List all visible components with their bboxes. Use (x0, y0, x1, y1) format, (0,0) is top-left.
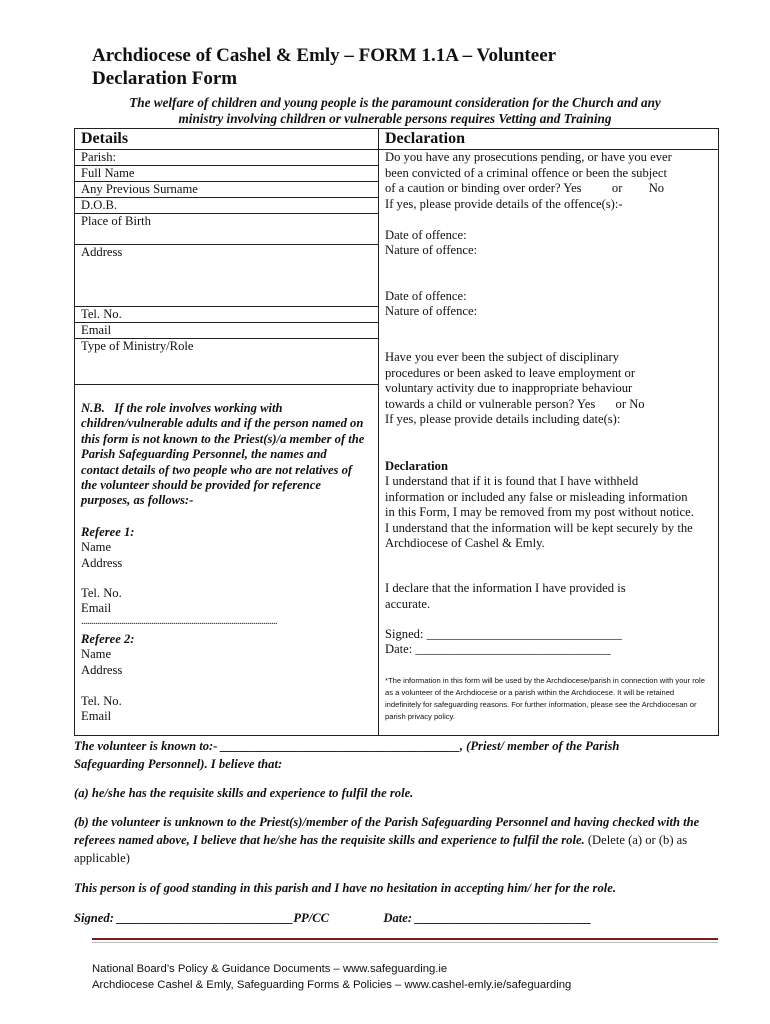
subtitle (70, 95, 720, 127)
declaration-heading: Declaration (385, 130, 465, 147)
nb-divider (75, 384, 378, 385)
date-of-offence-2-field[interactable]: Date of offence: (385, 289, 467, 303)
referee2-name-field[interactable]: Name (81, 647, 112, 661)
known-to-line-2: Safeguarding Personnel). I believe that: (74, 757, 283, 771)
q1-no-option[interactable]: No (648, 181, 665, 195)
known-to-statement (74, 737, 724, 773)
q2-yes-option[interactable]: Yes (576, 396, 596, 411)
footer (92, 961, 732, 993)
nature-of-offence-2-field[interactable]: Nature of offence: (385, 304, 478, 318)
q1-line-2: been convicted of a criminal offence or been the subject (385, 165, 667, 180)
declaration-accurate: I declare that the information I have provided is accurate. (385, 581, 626, 611)
option-b-text: (b) the volunteer is unknown to the Priest(s)/member of the Parish Safeguarding Personnel and having checked with the referees named above, I believe that he/she has the requisite skills and experience to fulfil the role. (74, 815, 700, 847)
title-line-2: Declaration Form (92, 68, 238, 89)
referee2-heading: Referee 2: (81, 632, 135, 646)
q1-line-3 (385, 181, 715, 197)
date-of-offence-1-field[interactable]: Date of offence: (385, 228, 467, 242)
footer-line-1[interactable]: National Board’s Policy & Guidance Documents – www.safeguarding.ie (92, 963, 448, 975)
nature-of-offence-1-field[interactable]: Nature of offence: (385, 243, 478, 257)
footer-line-2[interactable]: Archdiocese Cashel & Emly, Safeguarding Forms & Policies – www.cashel-emly.ie/safeguarding (92, 979, 572, 991)
q2-line-1: Have you ever been the subject of disciplinary (385, 350, 619, 364)
declaration-column (379, 129, 719, 735)
nb-text: If the role involves working with children/vulnerable adults and if the person named on this form is not known to the Priest(s)/a member of the Parish Safeguarding Personnel, the names and contact details of two people who are not relatives of the volunteer should be provided for reference purposes, as follows:- (81, 401, 365, 508)
referee2-address-field[interactable]: Address (81, 663, 123, 677)
referee1-heading: Referee 1: (81, 525, 135, 539)
details-heading: Details (81, 130, 129, 147)
q1-yes-option[interactable]: Yes (563, 181, 582, 195)
footer-rule-light (92, 942, 718, 943)
known-to-line-1[interactable]: The volunteer is known to:- ______________________________________, (Priest/ member of the Parish (74, 739, 620, 753)
referee1-tel-field[interactable]: Tel. No. (81, 586, 122, 600)
parish-field[interactable]: Parish: (75, 149, 378, 165)
declaration-subheading: Declaration (385, 459, 448, 473)
q2-line-2: procedures or been asked to leave employment or (385, 365, 636, 380)
previous-surname-field[interactable]: Any Previous Surname (75, 181, 378, 197)
page-title (92, 44, 692, 90)
bottom-signature-row (74, 909, 724, 927)
nb-note (81, 401, 366, 509)
title-line-1: Archdiocese of Cashel & Emly – FORM 1.1A – Volunteer (92, 45, 557, 66)
footer-rule-dark (92, 938, 718, 940)
q1-or: or (611, 181, 623, 195)
referee-separator: .................................................................................................. (81, 616, 277, 627)
referee1-name-field[interactable]: Name (81, 540, 112, 554)
referee2-email-field[interactable]: Email (81, 709, 112, 723)
option-a: (a) he/she has the requisite skills and experience to fulfil the role. (74, 786, 414, 800)
q1-details-prompt: If yes, please provide details of the offence(s):- (385, 196, 623, 211)
subtitle-line-1: The welfare of children and young people is the paramount consideration for the Church and any (129, 95, 661, 110)
q2-question-end: towards a child or vulnerable person? (385, 396, 575, 411)
declaration-signed-field[interactable]: Signed: _______________________________ (385, 627, 622, 641)
full-name-field[interactable]: Full Name (75, 165, 378, 181)
q2-line-3: voluntary activity due to inappropriate behaviour (385, 381, 633, 395)
declaration-text: I understand that if it is found that I have withheld information or included any false or misleading information in this Form, I may be removed from my post without notice. I understand that the information will be kept securely by the Archdiocese of Cashel & Emly. (385, 474, 694, 550)
bottom-signed-field[interactable]: Signed: ____________________________PP/CC (74, 911, 330, 925)
referee1-email-field[interactable]: Email (81, 601, 112, 615)
place-of-birth-field[interactable]: Place of Birth (75, 213, 378, 243)
nb-label: N.B. (81, 401, 105, 415)
question-2 (385, 350, 715, 428)
q2-details-prompt: If yes, please provide details including date(s): (385, 412, 621, 426)
q2-no-option[interactable]: No (629, 396, 645, 411)
q2-or: or (615, 396, 627, 411)
referee2-tel-field[interactable]: Tel. No. (81, 694, 122, 708)
dob-field[interactable]: D.O.B. (75, 197, 378, 213)
subtitle-line-2: ministry involving children or vulnerable persons requires Vetting and Training (178, 111, 612, 126)
declaration-date-field[interactable]: Date: _______________________________ (385, 642, 611, 656)
email-field[interactable]: Email (75, 322, 378, 338)
address-field[interactable]: Address (75, 244, 378, 306)
referee1-address-field[interactable]: Address (81, 556, 123, 570)
good-standing-statement: This person is of good standing in this parish and I have no hesitation in accepting him/ her for the role. (74, 881, 616, 895)
details-column (75, 129, 378, 735)
q2-line-4 (385, 397, 715, 413)
option-b-note: (Delete (a) or (b) as applicable) (74, 833, 688, 865)
privacy-note: *The information in this form will be used by the Archdiocese/parish in connection with your role as a volunteer of the Archdiocese or a parish within the Archdiocese. It will be retained indefinitely for safeguarding reasons. For further information, please see the Archdiocesan or parish privacy policy. (385, 676, 705, 721)
q1-line-1: Do you have any prosecutions pending, or have you ever (385, 150, 672, 164)
ministry-role-field[interactable]: Type of Ministry/Role (75, 338, 378, 384)
q1-question-end: of a caution or binding over order? (385, 181, 561, 195)
tel-field[interactable]: Tel. No. (75, 306, 378, 322)
question-1 (385, 150, 715, 212)
bottom-date-field[interactable]: Date: ____________________________ (383, 911, 592, 925)
option-b (74, 813, 714, 867)
form-table (74, 128, 719, 736)
